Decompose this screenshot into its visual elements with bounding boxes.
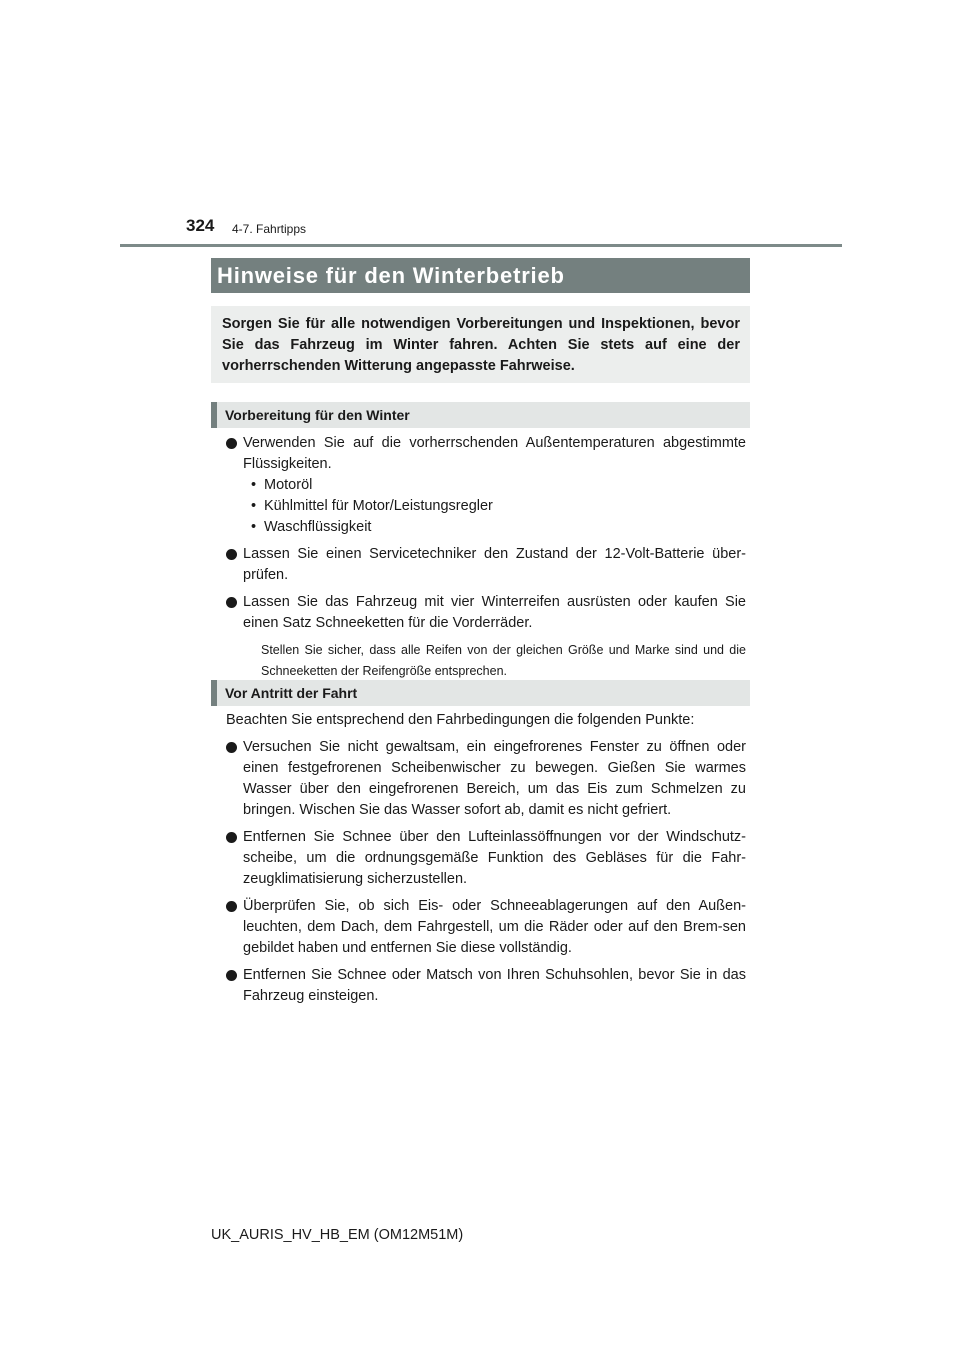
list-item-text: Lassen Sie einen Servicetechniker den Zustand der 12-Volt-Batterie über-prüfen.: [243, 546, 746, 583]
list-item: [226, 737, 746, 821]
list-item-text: Überprüfen Sie, ob sich Eis- oder Schneeablagerungen auf den Außen-leuchten, dem Dach, dem Fahrgestell, um die Räder oder auf den Brem-sen gebildet haben und entfernen Sie diese vollständig.: [243, 898, 746, 956]
intro-box: Sorgen Sie für alle notwendigen Vorbereitungen und Inspektionen, bevor Sie das Fahrzeug im Winter fahren. Achten Sie stets auf eine der vorherrschenden Witterung angepasste Fahrweise.: [211, 306, 750, 383]
list-item-text: Lassen Sie das Fahrzeug mit vier Winterreifen ausrüsten oder kaufen Sie einen Satz Schneeketten für die Vorderräder.: [243, 594, 746, 631]
list-item-text: Verwenden Sie auf die vorherrschenden Außentemperaturen abgestimmte Flüssigkeiten.: [243, 435, 746, 472]
bullet-dot-icon: [226, 970, 237, 981]
lead-text: Beachten Sie entsprechend den Fahrbedingungen die folgenden Punkte:: [226, 712, 695, 728]
list-item: [226, 827, 746, 890]
list-item: [226, 544, 746, 586]
bullet-dot-icon: [226, 901, 237, 912]
sublist-item: • Kühlmittel für Motor/Leistungsregler: [251, 496, 746, 517]
tire-note: Stellen Sie sicher, dass alle Reifen von der gleichen Größe und Marke sind und die Schneeketten der Reifengröße entsprechen.: [261, 643, 746, 678]
footer-model-code: UK_AURIS_HV_HB_EM (OM12M51M): [211, 1227, 464, 1243]
small-bullet-icon: •: [251, 477, 257, 493]
list-item: [226, 896, 746, 959]
sublist-item: • Motoröl: [251, 475, 746, 496]
bullet-dot-icon: [226, 832, 237, 843]
header-rule: [120, 244, 842, 247]
list-item: [226, 592, 746, 634]
list-item-text: Entfernen Sie Schnee oder Matsch von Ihren Schuhsohlen, bevor Sie in das Fahrzeug einsteigen.: [243, 967, 746, 1004]
fluids-sublist: [243, 475, 746, 538]
bullet-dot-icon: [226, 438, 237, 449]
list-item-text: Entfernen Sie Schnee über den Lufteinlassöffnungen vor der Windschutz-scheibe, um die ordnungsgemäße Funktion des Gebläses für die Fahr-zeugklimatisierung sicherzustellen.: [243, 829, 746, 887]
list-item: [226, 965, 746, 1007]
list-item: [226, 433, 746, 538]
bullet-dot-icon: [226, 742, 237, 753]
before-driving-section: [226, 710, 746, 1013]
bullet-dot-icon: [226, 549, 237, 560]
subheading-before-driving: Vor Antritt der Fahrt: [211, 680, 750, 706]
bullet-dot-icon: [226, 597, 237, 608]
list-item-text: Versuchen Sie nicht gewaltsam, ein eingefrorenes Fenster zu öffnen oder einen festgefrorenen Scheibenwischer zu bewegen. Gießen Sie warmes Wasser über den eingefrorenen Bereich, um das Eis zum Schmelzen zu bringen. Wischen Sie das Wasser sofort ab, damit es nicht gefriert.: [243, 739, 746, 818]
small-bullet-icon: •: [251, 498, 257, 514]
winter-preparation-list: [226, 433, 746, 682]
small-bullet-icon: •: [251, 519, 257, 535]
page-number: 324: [186, 216, 215, 235]
sublist-item: • Waschflüssigkeit: [251, 517, 746, 538]
subheading-winter-preparation: Vorbereitung für den Winter: [211, 402, 750, 428]
section-path: 4-7. Fahrtipps: [232, 222, 307, 236]
page-title: Hinweise für den Winterbetrieb: [211, 258, 750, 293]
